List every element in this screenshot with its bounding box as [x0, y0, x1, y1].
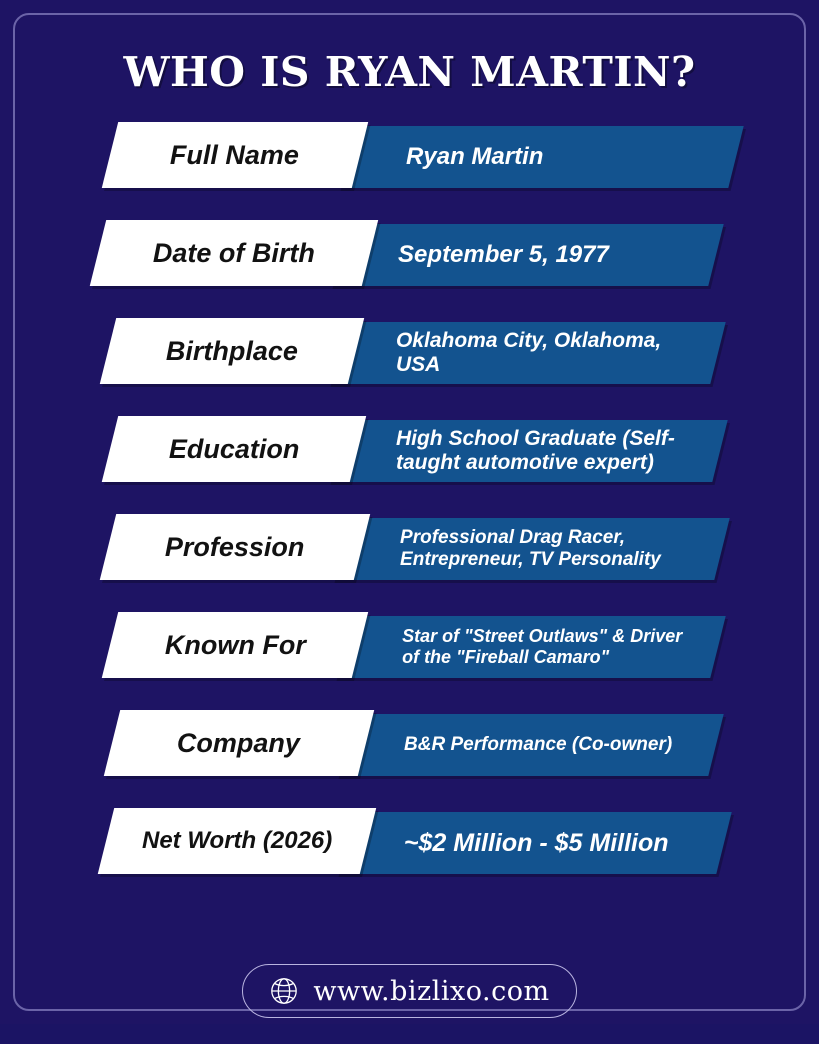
row-label-text: Profession: [165, 531, 305, 562]
fact-table: [14, 122, 805, 880]
row-label-net-worth: [98, 808, 376, 874]
row-label-text: Date of Birth: [153, 237, 315, 268]
row-label-text: Full Name: [170, 139, 300, 170]
row-label-text: Known For: [164, 629, 306, 660]
row-value-text: September 5, 1977: [398, 241, 609, 269]
row-label-text: Net Worth (2026): [141, 827, 333, 854]
row-label-profession: [100, 514, 370, 580]
row-label-education: [102, 416, 366, 482]
table-row: [14, 318, 805, 390]
row-label-birthplace: [100, 318, 364, 384]
row-label-full-name: [102, 122, 368, 188]
table-row: [14, 122, 805, 194]
globe-icon: [269, 976, 299, 1006]
row-value-text: High School Graduate (Self-taught automotive expert): [396, 426, 675, 474]
row-value-company: [336, 714, 723, 776]
row-value-net-worth: [336, 812, 731, 874]
row-label-text: Company: [177, 727, 301, 758]
table-row: [14, 710, 805, 782]
row-value-text: B&R Performance (Co-owner): [404, 734, 673, 756]
table-row: [14, 220, 805, 292]
page-title: WHO IS RYAN MARTIN?: [123, 48, 696, 96]
row-value-text: Ryan Martin: [406, 143, 544, 171]
row-value-text: Professional Drag Racer, Entrepreneur, TV Personality: [400, 527, 661, 570]
footer: [14, 964, 805, 1018]
table-row: [14, 808, 805, 880]
row-label-known-for: [102, 612, 368, 678]
row-value-education: [328, 420, 727, 482]
row-value-full-name: [338, 126, 743, 188]
row-value-known-for: [334, 616, 725, 678]
row-label-date-of-birth: [90, 220, 378, 286]
row-value-profession: [332, 518, 729, 580]
table-row: [14, 416, 805, 488]
table-row: [14, 514, 805, 586]
row-label-company: [104, 710, 374, 776]
row-label-text: Education: [168, 433, 300, 464]
row-label-text: Birthplace: [165, 335, 299, 366]
table-row: [14, 612, 805, 684]
row-value-text: Oklahoma City, Oklahoma, USA: [396, 328, 662, 376]
row-value-text: Star of "Street Outlaws" & Driver of the "Fireball Camaro": [402, 626, 683, 667]
row-value-date-of-birth: [330, 224, 723, 286]
row-value-birthplace: [328, 322, 725, 384]
website-url: www.bizlixo.com: [313, 975, 550, 1007]
row-value-text: ~$2 Million - $5 Million: [404, 828, 669, 857]
website-badge[interactable]: [242, 964, 576, 1018]
